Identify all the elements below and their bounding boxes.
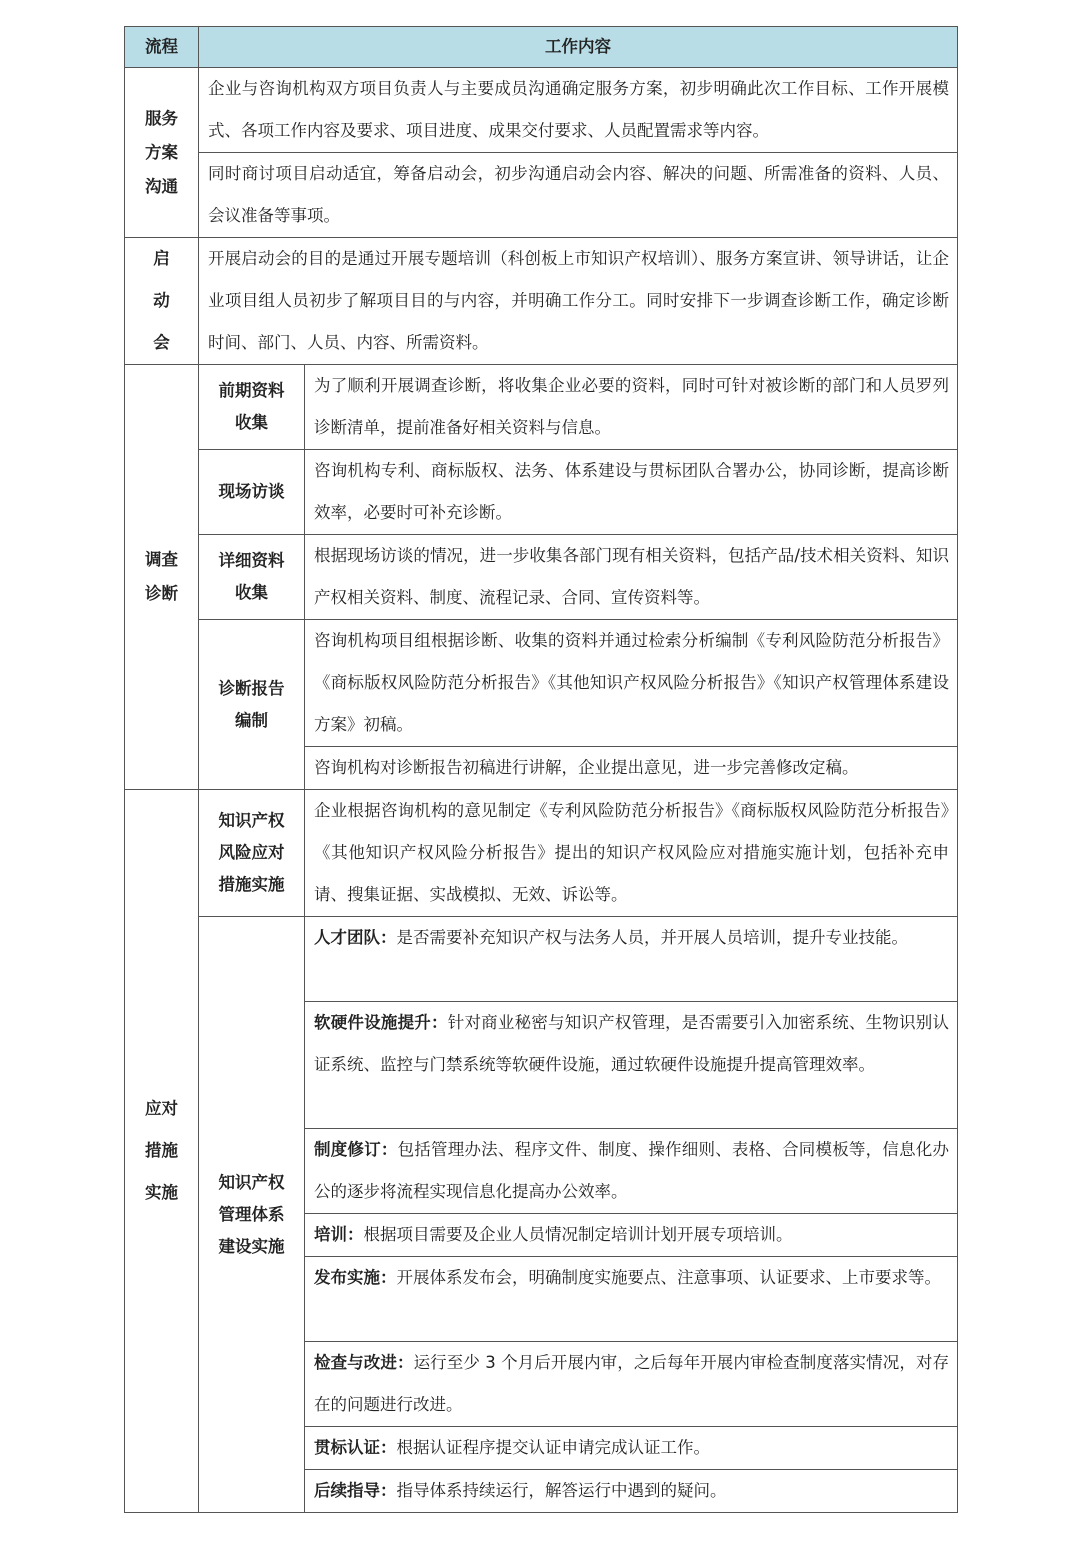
stage-label-kickoff: 启 动 会 — [125, 238, 199, 365]
system-item-training: 培训：根据项目需要及企业人员情况制定培训计划开展专项培训。 — [305, 1214, 958, 1257]
service-text-2: 同时商讨项目启动适宜，筹备启动会，初步沟通启动会内容、解决的问题、所需准备的资料、人员、会议准备等事项。 — [199, 153, 958, 238]
sub-label-prior-collection: 前期资料 收集 — [199, 365, 305, 450]
sub-label-report-drafting: 诊断报告 编制 — [199, 620, 305, 790]
table-row — [125, 620, 958, 747]
system-item-release: 发布实施：开展体系发布会，明确制度实施要点、注意事项、认证要求、上市要求等。 — [305, 1257, 958, 1342]
system-item-guidance: 后续指导：指导体系持续运行，解答运行中遇到的疑问。 — [305, 1470, 958, 1513]
system-item-regulations: 制度修订：包括管理办法、程序文件、制度、操作细则、表格、合同模板等，信息化办公的逐步将流程实现信息化提高办公效率。 — [305, 1129, 958, 1214]
system-item-facilities: 软硬件设施提升：针对商业秘密与知识产权管理，是否需要引入加密系统、生物识别认证系统、监控与门禁系统等软硬件设施，通过软硬件设施提升提高管理效率。 — [305, 1002, 958, 1129]
report-finalize-text: 咨询机构对诊断报告初稿进行讲解，企业提出意见，进一步完善修改定稿。 — [305, 747, 958, 790]
stage-label-response: 应对 措施 实施 — [125, 790, 199, 1513]
detail-collection-text: 根据现场访谈的情况，进一步收集各部门现有相关资料，包括产品/技术相关资料、知识产权相关资料、制度、流程记录、合同、宣传资料等。 — [305, 535, 958, 620]
onsite-interview-text: 咨询机构专利、商标版权、法务、体系建设与贯标团队合署办公，协同诊断，提高诊断效率，必要时可补充诊断。 — [305, 450, 958, 535]
report-drafting-text: 咨询机构项目组根据诊断、收集的资料并通过检索分析编制《专利风险防范分析报告》《商标版权风险防范分析报告》《其他知识产权风险分析报告》《知识产权管理体系建设方案》初稿。 — [305, 620, 958, 747]
header-process: 流程 — [125, 27, 199, 68]
table-header-row — [125, 27, 958, 68]
header-work-content: 工作内容 — [199, 27, 958, 68]
table-row — [125, 450, 958, 535]
service-text-1: 企业与咨询机构双方项目负责人与主要成员沟通确定服务方案，初步明确此次工作目标、工作开展模式、各项工作内容及要求、项目进度、成果交付要求、人员配置需求等内容。 — [199, 68, 958, 153]
sub-label-risk-response: 知识产权 风险应对 措施实施 — [199, 790, 305, 917]
sub-label-detail-collection: 详细资料 收集 — [199, 535, 305, 620]
system-item-inspection: 检查与改进：运行至少 3 个月后开展内审，之后每年开展内审检查制度落实情况，对存在的问题进行改进。 — [305, 1342, 958, 1427]
stage-label-diagnosis: 调查 诊断 — [125, 365, 199, 790]
system-item-talent: 人才团队：是否需要补充知识产权与法务人员，并开展人员培训，提升专业技能。 — [305, 917, 958, 1002]
table-row — [125, 68, 958, 153]
stage-label-service: 服务 方案 沟通 — [125, 68, 199, 238]
table-row — [125, 917, 958, 1002]
process-table-container — [124, 26, 958, 1513]
table-row — [125, 535, 958, 620]
sub-label-onsite-interview: 现场访谈 — [199, 450, 305, 535]
table-row — [125, 153, 958, 238]
sub-label-system-building: 知识产权 管理体系 建设实施 — [199, 917, 305, 1513]
kickoff-text: 开展启动会的目的是通过开展专题培训（科创板上市知识产权培训）、服务方案宣讲、领导讲话，让企业项目组人员初步了解项目目的与内容，并明确工作分工。同时安排下一步调查诊断工作，确定诊断时间、部门、人员、内容、所需资料。 — [199, 238, 958, 365]
table-row — [125, 365, 958, 450]
process-table — [124, 26, 958, 1513]
table-row — [125, 238, 958, 365]
risk-response-text: 企业根据咨询机构的意见制定《专利风险防范分析报告》《商标版权风险防范分析报告》《其他知识产权风险分析报告》提出的知识产权风险应对措施实施计划，包括补充申请、搜集证据、实战模拟、无效、诉讼等。 — [305, 790, 958, 917]
prior-collection-text: 为了顺利开展调查诊断，将收集企业必要的资料，同时可针对被诊断的部门和人员罗列诊断清单，提前准备好相关资料与信息。 — [305, 365, 958, 450]
system-item-certification: 贯标认证：根据认证程序提交认证申请完成认证工作。 — [305, 1427, 958, 1470]
table-row — [125, 790, 958, 917]
